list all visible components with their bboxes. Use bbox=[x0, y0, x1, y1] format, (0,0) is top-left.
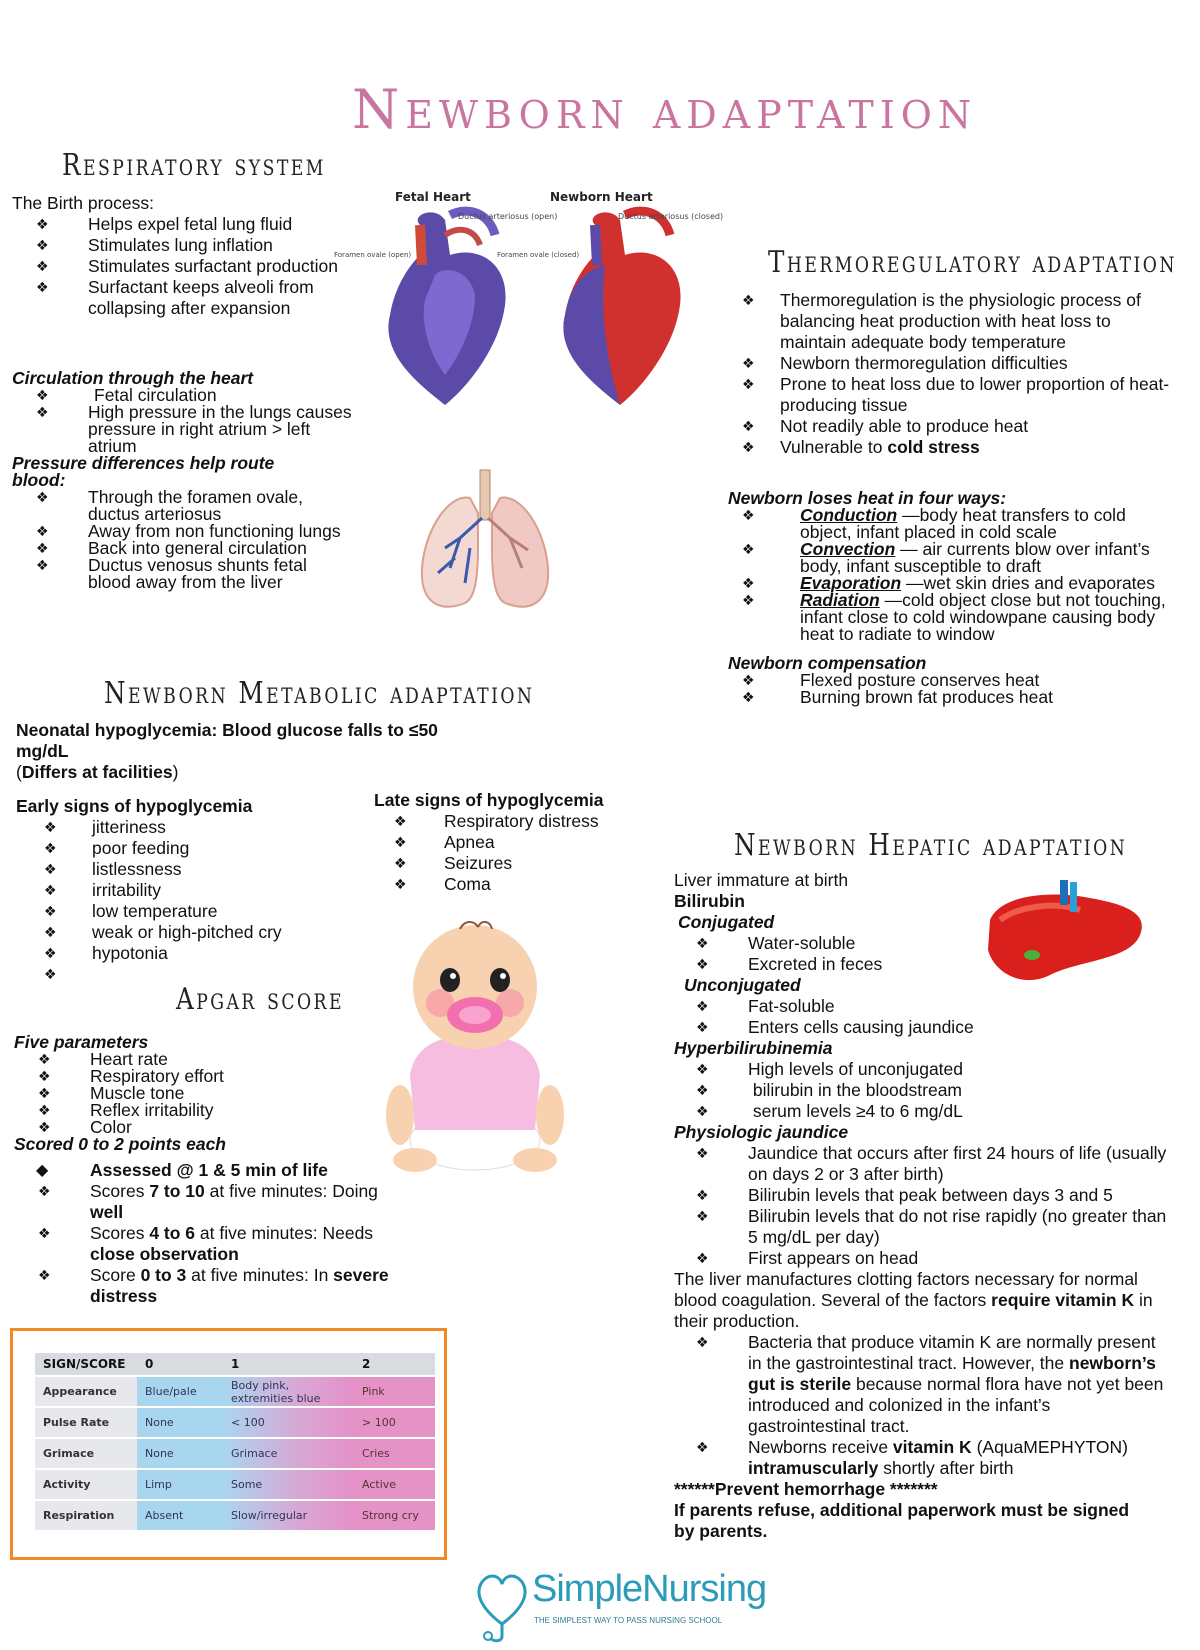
list-item: ❖ Away from non functioning lungs bbox=[12, 523, 342, 540]
apgar-parameters-list bbox=[14, 1051, 414, 1136]
circulation-heading: Circulation through the heart bbox=[12, 368, 254, 388]
table-header: 2 bbox=[354, 1353, 435, 1376]
lungs-icon bbox=[410, 468, 560, 618]
stethoscope-heart-icon bbox=[472, 1564, 532, 1644]
apgar-scoring-list bbox=[14, 1160, 414, 1307]
list-item: ❖ Bacteria that produce vitamin K are normally present in the gastrointestinal tract. However, the newborn’s gut is sterile because normal flora have not yet been introduced and colonized in the infant’s gastrointestinal tract. bbox=[672, 1332, 1172, 1437]
list-item: ❖ poor feeding bbox=[20, 838, 346, 859]
table-row: Activity Limp Some Active bbox=[35, 1469, 435, 1500]
list-item: ❖ Stimulates lung inflation bbox=[12, 235, 352, 256]
list-item: ❖ Prone to heat loss due to lower proportion of heat-producing tissue bbox=[718, 374, 1178, 416]
fetal-heart-icon bbox=[388, 211, 505, 405]
list-item bbox=[718, 507, 1178, 541]
circulation-section bbox=[12, 370, 362, 591]
lungs-illustration bbox=[410, 468, 560, 618]
thermo-heading: Thermoregulatory adaptation bbox=[768, 245, 1177, 280]
heart-illustration bbox=[334, 190, 724, 425]
apgar-table bbox=[35, 1353, 435, 1532]
ductus-open-label: Ductus arteriosus (open) bbox=[458, 212, 558, 221]
birth-process-list bbox=[12, 214, 352, 319]
list-item: ❖ Scores 7 to 10 at five minutes: Doing well bbox=[14, 1181, 414, 1223]
list-item bbox=[718, 592, 1178, 643]
bilirubin-heading: Bilirubin bbox=[674, 891, 745, 911]
list-item: ❖ Through the foramen ovale, ductus arteriosus bbox=[12, 489, 342, 523]
physiologic-jaundice-list bbox=[672, 1143, 1172, 1269]
convection-desc: — air currents blow over infant’s body, infant susceptible to draft bbox=[800, 539, 1150, 576]
foramen-closed-label: Foramen ovale (closed) bbox=[497, 251, 580, 259]
late-signs-section bbox=[374, 790, 634, 895]
list-item: ❖ Thermoregulation is the physiologic process of balancing heat production with heat loss to maintain adequate body temperature bbox=[718, 290, 1178, 353]
list-item: ❖ Score 0 to 3 at five minutes: In severe distress bbox=[14, 1265, 414, 1307]
list-item: ❖ Fat-soluble bbox=[672, 996, 1194, 1017]
list-item: ❖ Jaundice that occurs after first 24 hours of life (usually on days 2 or 3 after birth) bbox=[672, 1143, 1172, 1185]
early-signs-section bbox=[16, 796, 346, 985]
apgar-heading: Apgar score bbox=[176, 982, 345, 1017]
radiation-term: Radiation bbox=[800, 590, 880, 610]
apgar-section bbox=[14, 1034, 414, 1153]
clotting-paragraph: The liver manufactures clotting factors necessary for normal blood coagulation. Several of the factors require vitamin K in their production. bbox=[674, 1269, 1153, 1331]
newborn-heart-icon bbox=[563, 211, 680, 405]
table-row: Grimace None Grimace Cries bbox=[35, 1438, 435, 1469]
conjugated-list bbox=[672, 933, 1194, 975]
hyperbilirubinemia-heading: Hyperbilirubinemia bbox=[674, 1038, 833, 1058]
list-item: ❖ Ductus venosus shunts fetal blood away from the liver bbox=[12, 557, 342, 591]
hepatic-heading: Newborn Hepatic adaptation bbox=[734, 828, 1128, 863]
conduction-desc: —body heat transfers to cold object, infant placed in cold scale bbox=[800, 505, 1126, 542]
list-item bbox=[718, 437, 1178, 458]
conduction-term: Conduction bbox=[800, 505, 898, 525]
list-item: ❖ serum levels ≥4 to 6 mg/dL bbox=[672, 1101, 1194, 1122]
apgar-scoring-section bbox=[14, 1160, 414, 1307]
heat-loss-heading: Newborn loses heat in four ways: bbox=[728, 488, 1007, 508]
hypoglycemia-def-text: Neonatal hypoglycemia: Blood glucose falls to ≤50 mg/dL bbox=[16, 720, 438, 761]
table-header-row bbox=[35, 1353, 435, 1376]
list-item: ❖ bilirubin in the bloodstream bbox=[672, 1080, 1194, 1101]
pressure-heading: Pressure differences help route blood: bbox=[12, 453, 275, 490]
cold-stress-text: cold stress bbox=[887, 437, 980, 457]
convection-term: Convection bbox=[800, 539, 896, 559]
list-item: ❖ Back into general circulation bbox=[12, 540, 342, 557]
list-item: ❖ irritability bbox=[20, 880, 346, 901]
compensation-heading: Newborn compensation bbox=[728, 653, 927, 673]
respiratory-section bbox=[12, 193, 352, 319]
list-item: ❖ hypotonia bbox=[20, 943, 346, 964]
unconjugated-list bbox=[672, 996, 1194, 1038]
list-item: ❖ Respiratory effort bbox=[14, 1068, 414, 1085]
metabolic-heading: Newborn Metabolic adaptation bbox=[104, 676, 535, 711]
list-item: ❖ low temperature bbox=[20, 901, 346, 922]
list-item: ❖ Color bbox=[14, 1119, 414, 1136]
differs-text: Differs at facilities bbox=[21, 762, 173, 782]
liver-immature-text: Liver immature at birth bbox=[674, 870, 849, 890]
table-header: SIGN/SCORE bbox=[35, 1353, 137, 1376]
newborn-heart-label: Newborn Heart bbox=[550, 190, 653, 204]
vulnerable-text: Vulnerable to bbox=[780, 437, 888, 457]
hypoglycemia-definition: Neonatal hypoglycemia: Blood glucose falls to ≤50 mg/dL (Differs at facilities) bbox=[16, 720, 476, 783]
prevent-hemorrhage-text: ******Prevent hemorrhage ******* bbox=[674, 1479, 938, 1499]
compensation-list bbox=[718, 672, 1178, 706]
late-signs-heading: Late signs of hypoglycemia bbox=[374, 790, 604, 810]
list-item: ❖ jitteriness bbox=[20, 817, 346, 838]
list-item: ❖ Stimulates surfactant production bbox=[12, 256, 352, 277]
list-item: ❖ Reflex irritability bbox=[14, 1102, 414, 1119]
list-item: ❖ High pressure in the lungs causes pressure in right atrium > left atrium bbox=[12, 404, 362, 455]
list-item: ❖ Excreted in feces bbox=[672, 954, 1194, 975]
physiologic-jaundice-heading: Physiologic jaundice bbox=[674, 1122, 849, 1142]
list-item: ❖ Not readily able to produce heat bbox=[718, 416, 1178, 437]
list-item: ❖ Bilirubin levels that peak between days 3 and 5 bbox=[672, 1185, 1172, 1206]
table-header: 0 bbox=[137, 1353, 223, 1376]
ductus-closed-label: Ductus arteriosus (closed) bbox=[618, 212, 724, 221]
list-item: ❖ Coma bbox=[370, 874, 634, 895]
unconjugated-heading: Unconjugated bbox=[684, 975, 801, 995]
respiratory-heading: Respiratory system bbox=[62, 148, 326, 183]
list-item: ❖ Scores 4 to 6 at five minutes: Needs close observation bbox=[14, 1223, 414, 1265]
heart-diagram bbox=[334, 190, 724, 425]
logo-name: SimpleNursing bbox=[532, 1568, 767, 1610]
list-item: ❖ Surfactant keeps alveoli from collapsing after expansion bbox=[12, 277, 352, 319]
heat-loss-section bbox=[728, 490, 1178, 706]
list-item: ❖ Apnea bbox=[370, 832, 634, 853]
list-item: ❖ listlessness bbox=[20, 859, 346, 880]
hepatic-section bbox=[674, 870, 1194, 1542]
list-item: ❖ Bilirubin levels that do not rise rapidly (no greater than 5 mg/dL per day) bbox=[672, 1206, 1172, 1248]
list-item: ❖ Flexed posture conserves heat bbox=[718, 672, 1178, 689]
table-row: Pulse Rate None < 100 > 100 bbox=[35, 1407, 435, 1438]
simplenursing-logo bbox=[472, 1564, 772, 1644]
list-item: ❖ Enters cells causing jaundice bbox=[672, 1017, 1194, 1038]
list-item: ❖ weak or high-pitched cry bbox=[20, 922, 346, 943]
list-item: ❖ Muscle tone bbox=[14, 1085, 414, 1102]
list-item bbox=[718, 541, 1178, 575]
parents-refuse-text: If parents refuse, additional paperwork must be signed by parents. bbox=[674, 1500, 1130, 1541]
five-parameters-heading: Five parameters bbox=[14, 1032, 149, 1052]
conjugated-heading: Conjugated bbox=[678, 912, 775, 932]
list-item: ◆ Assessed @ 1 & 5 min of life bbox=[14, 1160, 414, 1181]
list-item: ❖ Helps expel fetal lung fluid bbox=[12, 214, 352, 235]
vitamin-k-list bbox=[672, 1332, 1172, 1479]
list-item: ❖ Newborn thermoregulation difficulties bbox=[718, 353, 1178, 374]
radiation-desc: —cold object close but not touching, infant close to cold windowpane causing body heat to radiate to window bbox=[800, 590, 1166, 644]
late-signs-list bbox=[370, 811, 634, 895]
logo-tagline: THE SIMPLEST WAY TO PASS NURSING SCHOOL bbox=[534, 1616, 723, 1625]
table-row: Respiration Absent Slow/irregular Strong cry bbox=[35, 1500, 435, 1531]
evaporation-desc: —wet skin dries and evaporates bbox=[901, 573, 1156, 593]
page-title: Newborn adaptation bbox=[352, 78, 978, 141]
list-item: ❖ Fetal circulation bbox=[12, 387, 362, 404]
birth-process-label: The Birth process: bbox=[12, 193, 154, 213]
list-item: ❖ High levels of unconjugated bbox=[672, 1059, 1194, 1080]
list-item: ❖ Water-soluble bbox=[672, 933, 1194, 954]
early-signs-heading: Early signs of hypoglycemia bbox=[16, 796, 253, 816]
list-item: ❖ Burning brown fat produces heat bbox=[718, 689, 1178, 706]
apgar-table-frame bbox=[10, 1328, 447, 1560]
scored-heading: Scored 0 to 2 points each bbox=[14, 1134, 226, 1154]
heat-loss-list bbox=[718, 507, 1178, 643]
early-signs-list bbox=[20, 817, 346, 985]
list-item: ❖ Seizures bbox=[370, 853, 634, 874]
foramen-open-label: Foramen ovale (open) bbox=[334, 251, 412, 259]
list-item: ❖ First appears on head bbox=[672, 1248, 1172, 1269]
table-header: 1 bbox=[223, 1353, 354, 1376]
pressure-list bbox=[12, 489, 342, 591]
thermo-list bbox=[718, 290, 1178, 458]
thermo-section bbox=[728, 290, 1178, 458]
circulation-list bbox=[12, 387, 362, 455]
hyperbilirubinemia-list bbox=[672, 1059, 1194, 1122]
list-item: ❖ Heart rate bbox=[14, 1051, 414, 1068]
evaporation-term: Evaporation bbox=[800, 573, 902, 593]
list-item: ❖ Newborns receive vitamin K (AquaMEPHYTON) intramuscularly shortly after birth bbox=[672, 1437, 1172, 1479]
fetal-heart-label: Fetal Heart bbox=[395, 190, 471, 204]
table-row: Appearance Blue/pale Body pink, extremities blue Pink bbox=[35, 1376, 435, 1407]
list-item: ❖ Respiratory distress bbox=[370, 811, 634, 832]
